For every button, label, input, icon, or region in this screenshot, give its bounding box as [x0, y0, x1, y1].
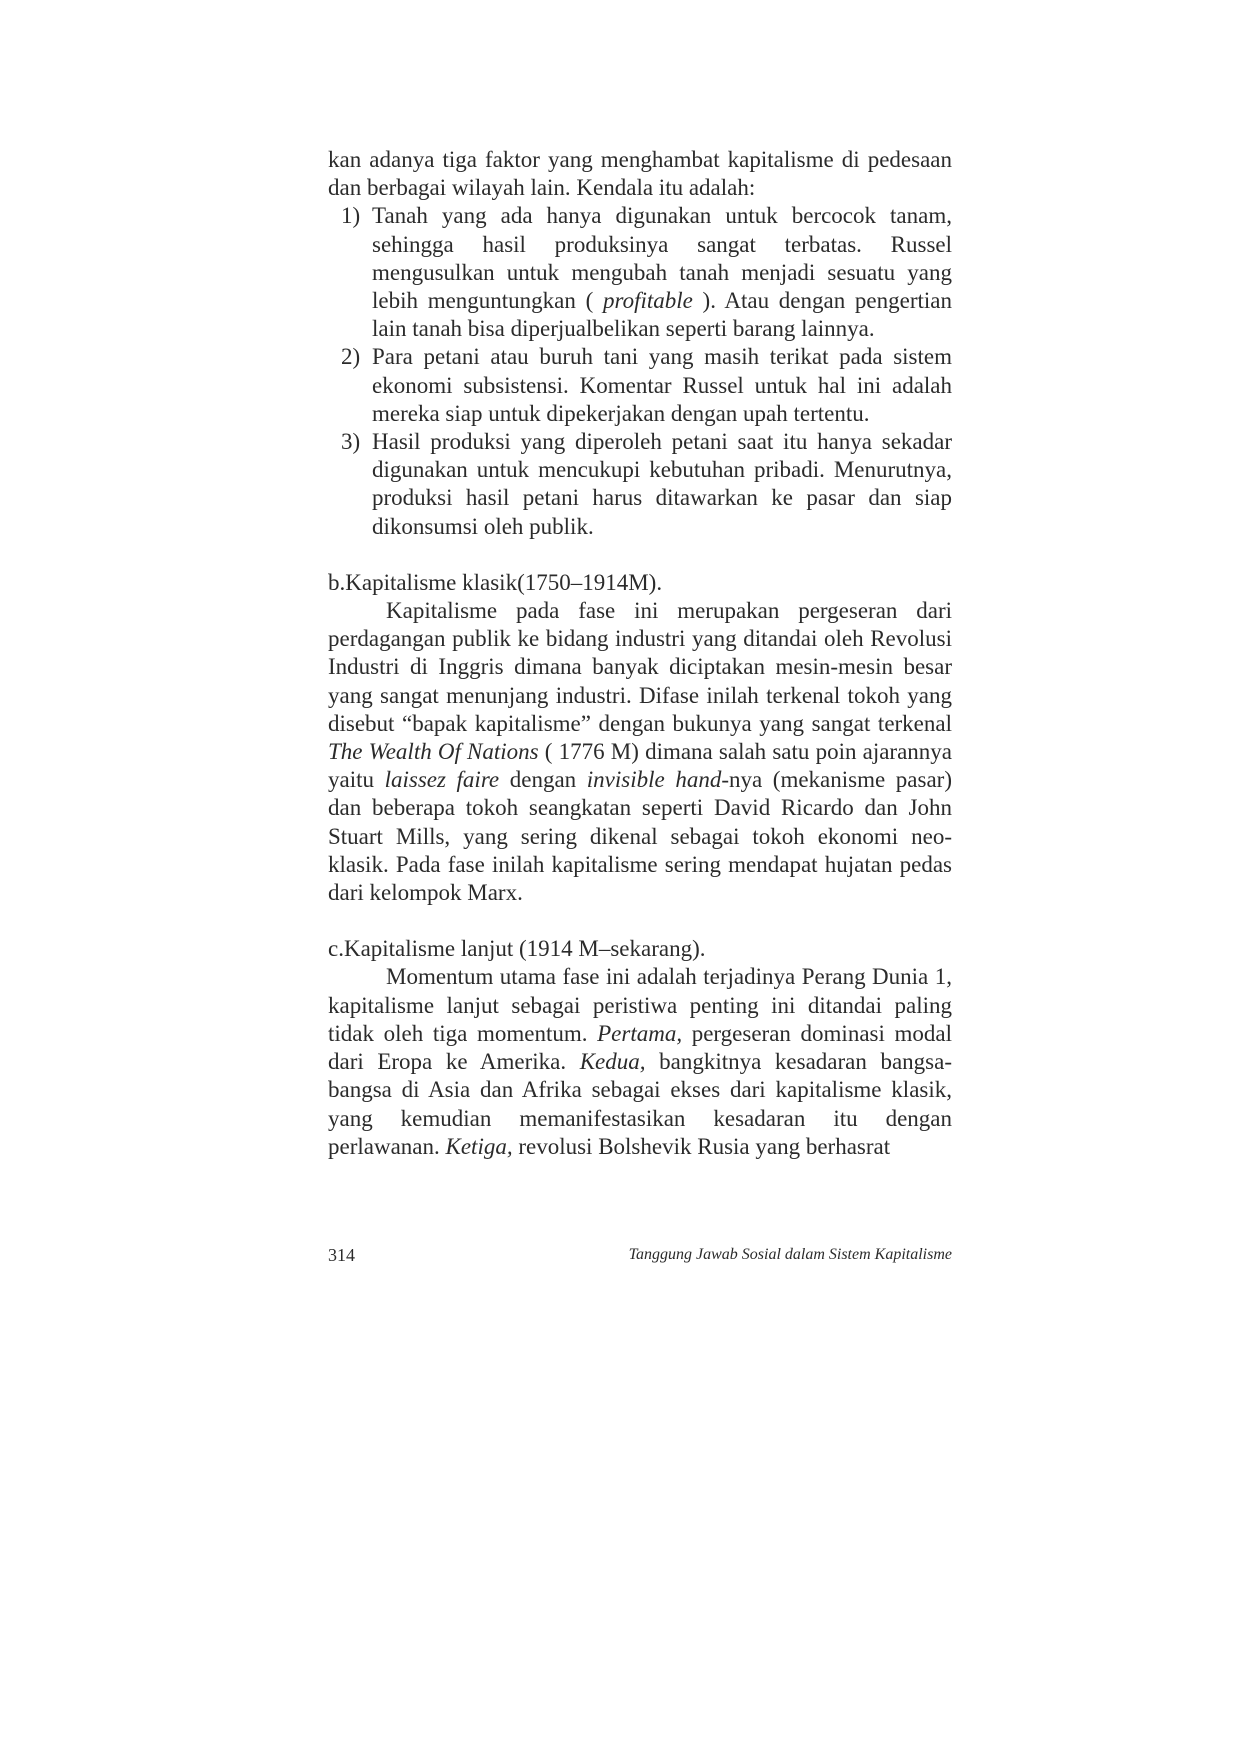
- list-item-text: Para petani atau buruh tani yang masih terikat pada sistem ekonomi subsistensi. Komentar Russel untuk hal ini adalah mereka siap untuk dipekerjakan dengan upah tertentu.: [372, 344, 952, 426]
- running-title: Tanggung Jawab Sosial dalam Sistem Kapitalisme: [628, 1246, 952, 1263]
- list-item-text: ). Atau dengan pengertian lain tanah bisa diperjualbelikan seperti barang lainnya.: [372, 288, 952, 342]
- list-item: [328, 202, 952, 343]
- paragraph-text: -nya (mekanisme pasar) dan beberapa tokoh seangkatan seperti David Ricardo dan John Stuart Mills, yang sering dikenal sebagai tokoh ekonomi neo-klasik. Pada fase inilah kapitalisme sering mendapat hujatan pedas dari kelompok Marx.: [328, 767, 952, 906]
- section-b-paragraph: [328, 597, 952, 907]
- italic-term: Pertama,: [597, 1020, 683, 1046]
- paragraph-text: pergeseran dominasi modal dari Eropa ke Amerika.: [328, 1020, 952, 1075]
- italic-term: Kedua,: [579, 1049, 646, 1075]
- page-body: [328, 146, 952, 1161]
- italic-term: Ketiga,: [445, 1133, 513, 1159]
- paragraph-text: ( 1776 M) dimana salah satu poin ajarannya yaitu: [328, 739, 953, 793]
- italic-term: invisible hand: [586, 767, 722, 793]
- section-b-heading: b.Kapitalisme klasik(1750–1914M).: [328, 569, 663, 595]
- italic-term: profitable: [602, 288, 693, 314]
- list-item-text: Hasil produksi yang diperoleh petani saat itu hanya sekadar digunakan untuk mencukupi kebutuhan pribadi. Menurutnya, produksi hasil petani harus ditawarkan ke pasar dan siap dikonsumsi oleh publik.: [372, 429, 952, 539]
- paragraph-text: Kapitalisme pada fase ini merupakan pergeseran dari perdagangan publik ke bidang industri yang ditandai oleh Revolusi Industri di Inggris dimana banyak diciptakan mesin-mesin besar yang sangat menunjang industri. Difase inilah terkenal tokoh yang disebut “bapak kapitalisme” dengan bukunya yang sangat terkenal: [328, 598, 952, 736]
- paragraph-text: bangkitnya kesadaran bangsa-bangsa di Asia dan Afrika sebagai ekses dari kapitalisme klasik, yang kemudian memanifestasikan kesadaran itu dengan perlawanan.: [328, 1049, 952, 1159]
- list-item: [328, 343, 952, 428]
- section-c-heading: c.Kapitalisme lanjut (1914 M–sekarang).: [328, 936, 706, 962]
- list-item-number: 1): [341, 203, 361, 229]
- section-c-paragraph: [328, 963, 952, 1160]
- list-item-number: 2): [341, 344, 361, 370]
- paragraph-text: revolusi Bolshevik Rusia yang berhasrat: [512, 1133, 891, 1159]
- italic-term: The Wealth Of Nations: [328, 739, 539, 765]
- list-item-text: Tanah yang ada hanya digunakan untuk bercocok tanam, sehingga hasil produksinya sangat terbatas. Russel mengusulkan untuk mengubah tanah menjadi sesuatu yang lebih menguntungkan (: [372, 203, 952, 314]
- list-item-number: 3): [341, 429, 361, 455]
- page-number: 314: [328, 1245, 355, 1265]
- list-item: [328, 428, 952, 541]
- italic-term: laissez faire: [384, 767, 500, 793]
- factor-list: [328, 202, 952, 540]
- intro-paragraph: kan adanya tiga faktor yang menghambat kapitalisme di pedesaan dan berbagai wilayah lain. Kendala itu adalah:: [328, 147, 952, 201]
- paragraph-text: dengan: [499, 767, 587, 793]
- paragraph-text: Momentum utama fase ini adalah terjadinya Perang Dunia 1, kapitalisme lanjut sebagai peristiwa penting ini ditandai paling tidak oleh tiga momentum.: [328, 964, 952, 1046]
